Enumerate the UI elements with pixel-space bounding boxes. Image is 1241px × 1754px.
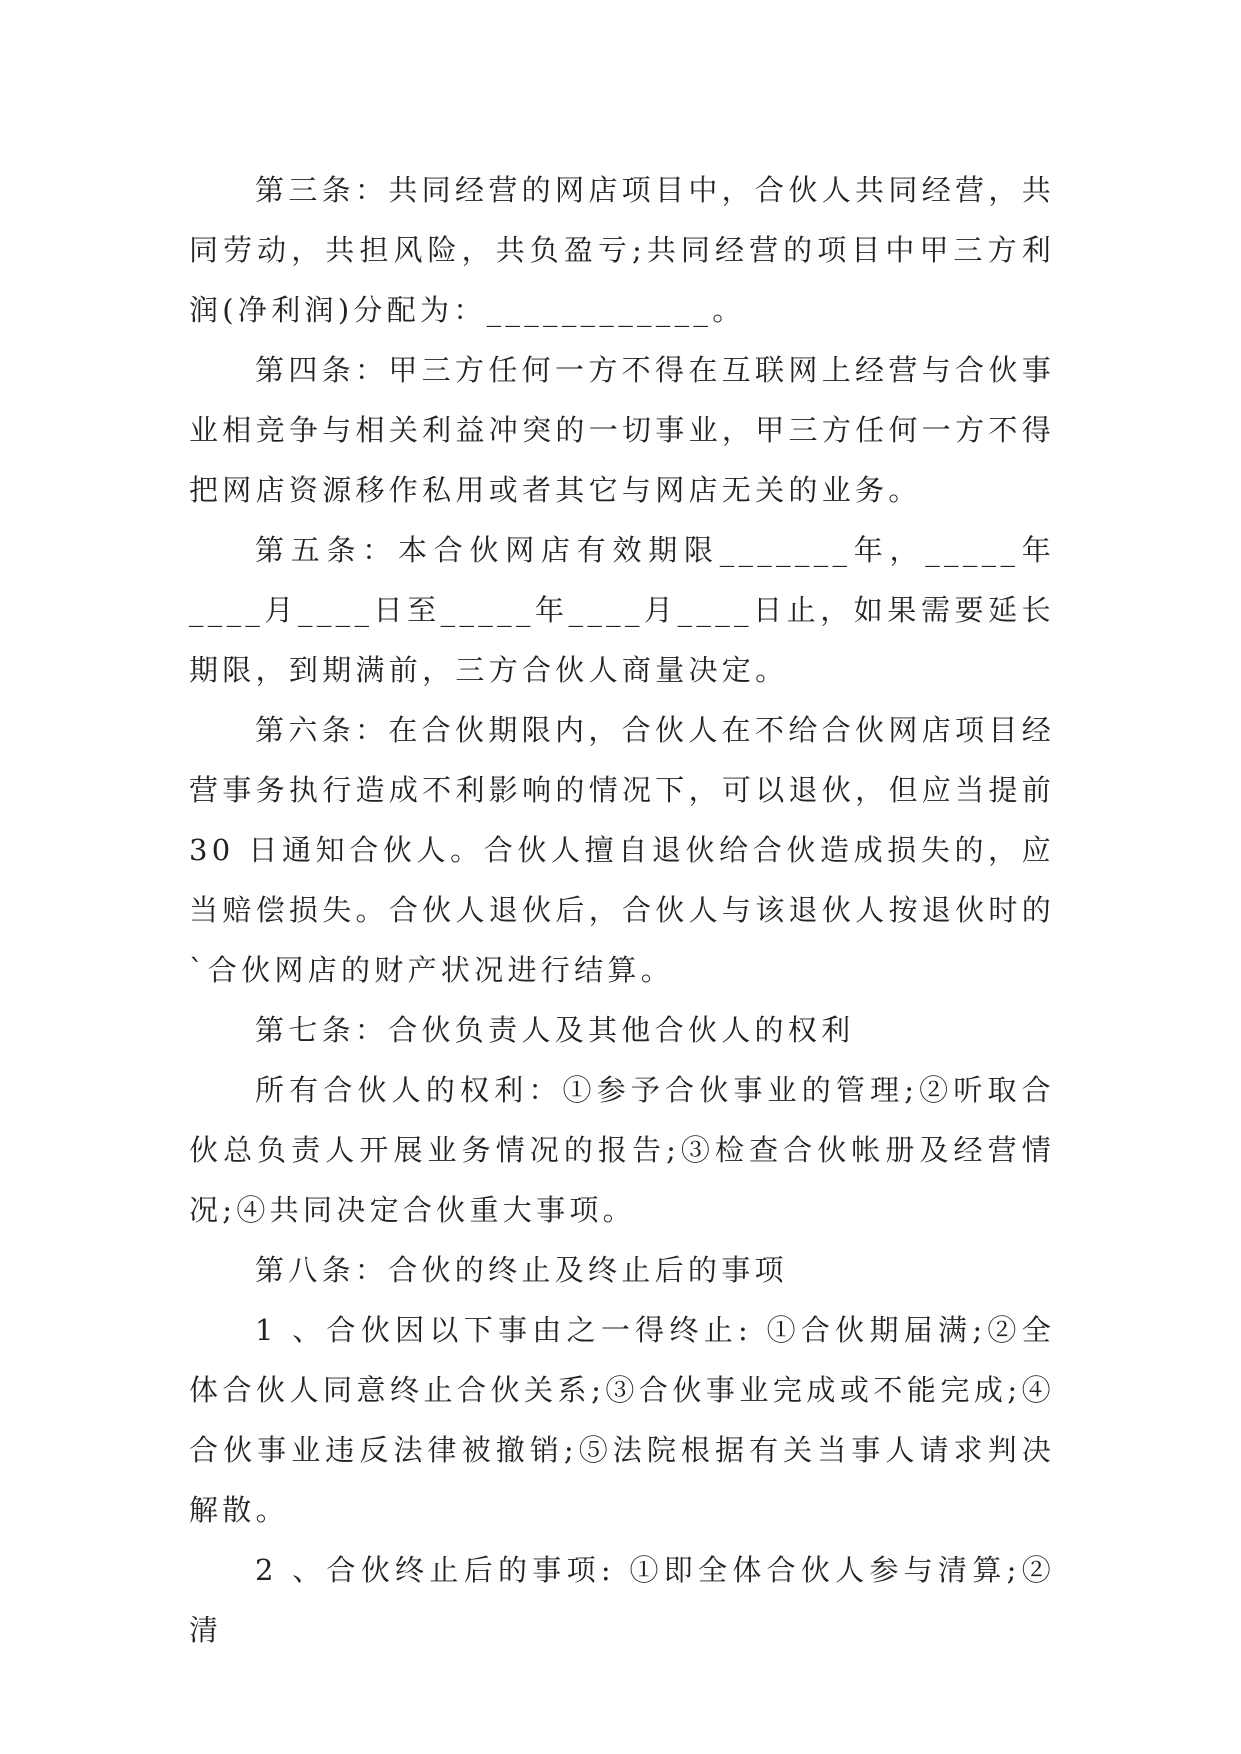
- article-3-paragraph: 第三条：共同经营的网店项目中，合伙人共同经营，共同劳动，共担风险，共负盈亏;共同经营的项目中甲三方利润(净利润)分配为：____________。: [189, 173, 1055, 327]
- article-6-paragraph: 第六条：在合伙期限内，合伙人在不给合伙网店项目经营事务执行造成不利影响的情况下，可以退伙，但应当提前30 日通知合伙人。合伙人擅自退伙给合伙造成损失的，应当赔偿损失。合伙人退伙后，合伙人与该退伙人按退伙时的`合伙网店的财产状况进行结算。: [189, 713, 1055, 987]
- partner-rights-paragraph: 所有合伙人的权利：①参予合伙事业的管理;②听取合伙总负责人开展业务情况的报告;③检查合伙帐册及经营情况;④共同决定合伙重大事项。: [189, 1073, 1055, 1227]
- article-8-heading: 第八条：合伙的终止及终止后的事项: [255, 1253, 788, 1287]
- article-5-paragraph: 第五条：本合伙网店有效期限_______年，_____年____月____日至_____年____月____日止，如果需要延长期限，到期满前，三方合伙人商量决定。: [189, 533, 1055, 687]
- article-4-paragraph: 第四条：甲三方任何一方不得在互联网上经营与合伙事业相竞争与相关利益冲突的一切事业，甲三方任何一方不得把网店资源移作私用或者其它与网店无关的业务。: [189, 353, 1055, 507]
- post-termination-paragraph: 2 、合伙终止后的事项: ①即全体合伙人参与清算;②清: [189, 1553, 1055, 1647]
- document-body: [189, 160, 1055, 1660]
- article-7-heading: 第七条：合伙负责人及其他合伙人的权利: [255, 1013, 855, 1047]
- termination-causes-paragraph: 1 、合伙因以下事由之一得终止: ①合伙期届满;②全体合伙人同意终止合伙关系;③合伙事业完成或不能完成;④合伙事业违反法律被撤销;⑤法院根据有关当事人请求判决解散。: [189, 1313, 1055, 1527]
